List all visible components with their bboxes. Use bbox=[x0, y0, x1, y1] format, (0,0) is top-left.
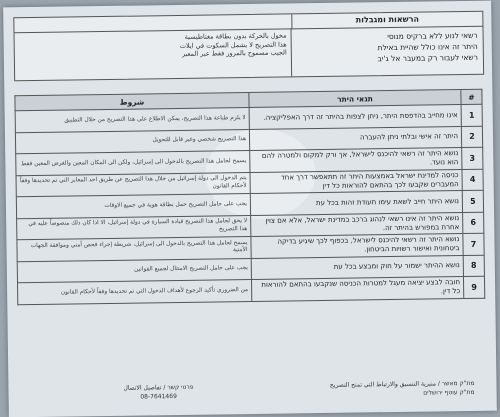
row-number: 9 bbox=[463, 276, 484, 298]
row-condition: נושא היתר זה רשאי להיכנס לישראל, אך ורק למקום ולמטרה להם הוא נועד. bbox=[250, 148, 462, 172]
row-condition: נושא ההיתר ישמור על חוק ומבצע בכל עת bbox=[251, 255, 463, 279]
permit-document bbox=[3, 1, 497, 417]
row-condition: היתר זה אישי ובלתי ניתן להעברה bbox=[249, 126, 461, 150]
row-number: 6 bbox=[463, 212, 484, 234]
arabic-line: الجيب مسموح بالمرور فقط عبر المعبر bbox=[181, 48, 287, 58]
row-note: يسمح لحامل هذا التصريح بالدخول الى إسرائيل، ولكن الى المكان المعين والغرض المعين فقط bbox=[16, 150, 250, 175]
row-condition: נושא היתר זה אינו רשאי לנהוג ברכב במדינת ישראל, אלא אם צוין אחרת במפורש בהיתר זה. bbox=[251, 212, 463, 236]
permissions-box bbox=[13, 11, 484, 82]
row-number: 5 bbox=[462, 190, 483, 212]
arabic-line: هذا التصريح لا يشمل السكوت في ايلات bbox=[179, 39, 287, 50]
contact-details bbox=[98, 382, 218, 402]
header-conditions: תנאי היתר bbox=[249, 90, 461, 108]
permissions-hebrew bbox=[292, 26, 483, 77]
row-condition: נושא היתר זה רשאי להיכנס לישראל, בכפוף לכך שיגיע בדיקה ביטחונית ואישור רשויות הביטחון. bbox=[251, 234, 463, 258]
row-number: 2 bbox=[461, 126, 482, 148]
hebrew-line: היתר זה אינו כולל שהיית באילת bbox=[377, 41, 478, 53]
issuer-office: מת"ק עוטף ירושלים bbox=[423, 388, 475, 397]
row-note: لا يلزم طباعة هذا التصريح، يمكن الاطلاع على هذا التصريح من خلال التطبيق bbox=[15, 108, 249, 133]
arabic-line: مخول بالحركة بدون بطاقة مغناطيسية bbox=[184, 31, 287, 41]
issuer-line: מת"ק מאשר / منيرية التنسيق والارتباط التي تمنح التصريح bbox=[329, 379, 475, 389]
row-condition: חובה לבצע יציאה מעגל למטרות הכניסה שנקבעו בהתאם להוראות כל דין. bbox=[251, 277, 463, 301]
row-note: من الضروري تأكيد الرجوع لأهداف الدخول التي تم تحديدها وفقاً لأحكام القانون bbox=[18, 279, 252, 304]
row-note: يجب على حامل التصريح حمل بطاقة هوية في جميع الاوقات bbox=[16, 193, 250, 218]
row-number: 8 bbox=[463, 255, 484, 277]
contact-phone: 08-7641469 bbox=[140, 393, 177, 401]
header-num: # bbox=[461, 89, 482, 104]
contact-label: פרטי קשר / تفاصيل الاتصال bbox=[123, 383, 194, 392]
row-number: 4 bbox=[462, 169, 483, 191]
row-note: هذا التصريح شخصي وغير قابل للتحويل bbox=[15, 129, 249, 154]
permissions-arabic bbox=[15, 28, 293, 80]
row-number: 7 bbox=[463, 233, 484, 255]
issuer-signature bbox=[304, 379, 474, 399]
row-note: يتم الدخول الى دولة إسرائيل من خلال هذا التصريح عن طريق احد المعابر التي تم تحديدها وفقاً لأحكام القانون bbox=[16, 172, 250, 197]
permissions-title: הרשאות ומגבלות bbox=[291, 12, 482, 30]
row-number: 3 bbox=[462, 147, 483, 169]
row-number: 1 bbox=[461, 104, 482, 126]
row-note: يجب على حامل التصريح الامتثال لجميع القوانين bbox=[17, 258, 251, 283]
hebrew-line: רשאי לעבור רק במעבר אל ג'יב bbox=[377, 52, 478, 64]
header-notes: شروط bbox=[15, 93, 249, 111]
row-condition: אינו מחייב בהדפסת היתר, ניתן לצפות בהיתר זה דרך האפליקציה. bbox=[249, 105, 461, 129]
hebrew-line: רשאי לנוע ללא ברקיס מנוסי bbox=[387, 30, 478, 42]
conditions-table bbox=[14, 89, 485, 305]
row-condition: כניסה למדינת ישראל באמצעות היתר זה תתאפשר דרך אחד המעברים שקבעו לכך בהתאם להוראות כל דין bbox=[250, 169, 462, 193]
row-note: لا يحق لحامل هذا التصريح قيادة السيارة في دولة إسرائيل، الا اذا كان ذلك منصوصاً عليه في هذا التصريح bbox=[17, 215, 251, 240]
row-note: يسمح لحامل هذا التصريح بالدخول الى إسرائيل، شريطة إجراء فحص أمني وموافقة الجهات الأمنية bbox=[17, 236, 251, 261]
row-condition: נושא היתר חייב לשאת עימו תעודת זהות בכל עת bbox=[250, 191, 462, 215]
